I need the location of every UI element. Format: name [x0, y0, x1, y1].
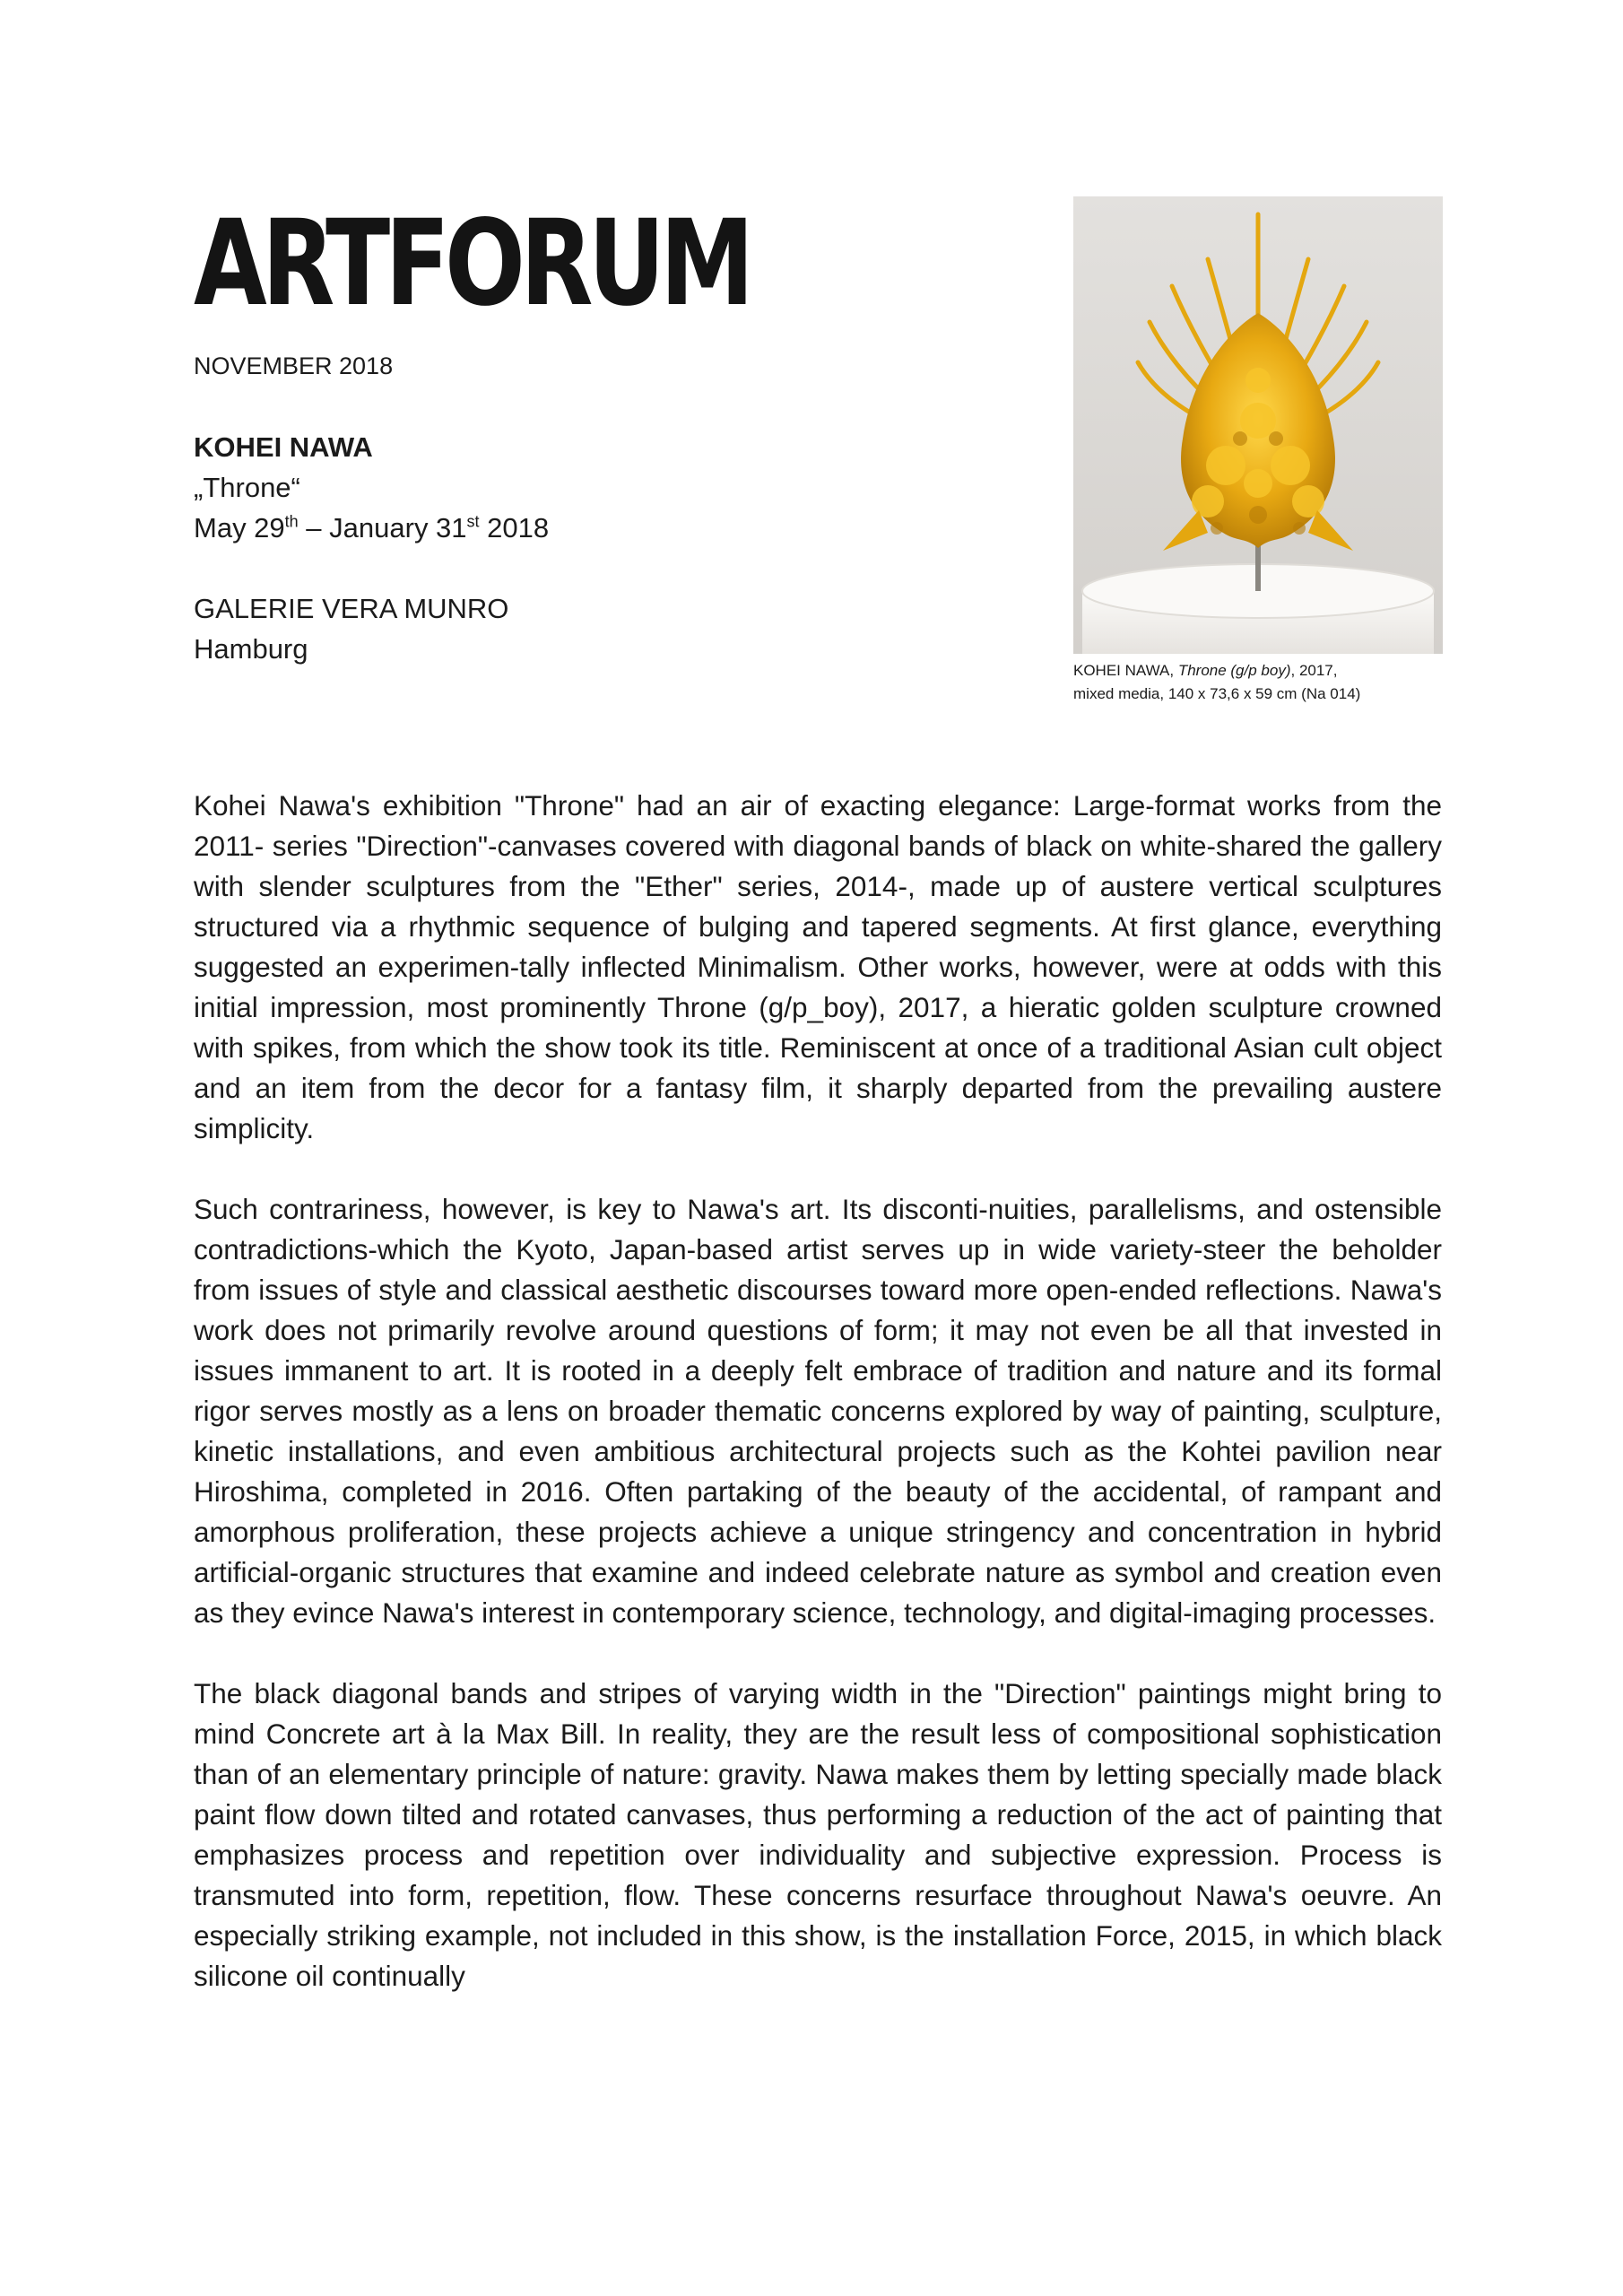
gallery-city: Hamburg: [194, 633, 308, 665]
paragraph-2: Such contrariness, however, is key to Nawa's art. Its disconti-nuities, parallelisms, and ostensible contradictions-which the Kyoto, Japan-based artist serves up in wide variety-steer the beholder from issues of style and classical aesthetic discourses toward more open-ended reflections. Nawa's work does not primarily revolve around questions of form; it may not even be all that invested in issues immanent to art. It is rooted in a deeply felt embrace of tradition and nature and its formal rigor serves mostly as a lens on broader thematic concerns explored by way of painting, sculpture, kinetic installations, and even ambitious architectural projects such as the Kohtei pavilion near Hiroshima, completed in 2016. Often partaking of the beauty of the accidental, of rampant and amorphous proliferation, these projects achieve a unique stringency and concentration in hybrid artificial-organic structures that examine and indeed celebrate nature as symbol and creation even as they evince Nawa's interest in contemporary science, technology, and digital-imaging processes.: [194, 1193, 1442, 1629]
figure-caption: [1073, 659, 1468, 706]
dates-end-suffix: st: [466, 512, 480, 531]
masthead-logo: ARTFORUM: [194, 195, 750, 333]
paragraph-1: Kohei Nawa's exhibition "Throne" had an air of exacting elegance: Large-format works from the 2011- series "Direction"-canvases covered with diagonal bands of black on white-shared the gallery with slender sculptures from the "Ether" series, 2014-, made up of austere vertical sculptures structured via a rhythmic sequence of bulging and tapered segments. At first glance, everything suggested an experimen-tally inflected Minimalism. Other works, however, were at odds with this initial impression, most prominently Throne (g/p_boy), 2017, a hieratic golden sculpture crowned with spikes, from which the show took its title. Reminiscent at once of a traditional Asian cult object and an item from the decor for a fantasy film, it sharply departed from the prevailing austere simplicity.: [194, 789, 1442, 1144]
paragraph-3: The black diagonal bands and stripes of varying width in the "Direction" paintings might bring to mind Concrete art à la Max Bill. In reality, they are the result less of compositional sophistication than of an elementary principle of nature: gravity. Nawa makes them by letting specially made black paint flow down tilted and rotated canvases, thus performing a reduction of the act of painting that emphasizes process and repetition over individuality and subjective expression. Process is transmuted into form, repetition, flow. These concerns resurface throughout Nawa's oeuvre. An especially striking example, not included in this show, is the installation Force, 2015, in which black silicone oil continually: [194, 1677, 1442, 1992]
dates-start-suffix: th: [284, 512, 299, 531]
dates-start: May 29: [194, 512, 285, 544]
caption-title: Throne (g/p boy): [1177, 662, 1291, 679]
caption-year: , 2017,: [1290, 662, 1338, 679]
throne-sculpture-image: [1073, 196, 1443, 654]
caption-line-1: [1073, 659, 1468, 683]
artwork-photo: [1073, 196, 1443, 654]
caption-line-2: mixed media, 140 x 73,6 x 59 cm (Na 014): [1073, 685, 1361, 702]
gallery-name: GALERIE VERA MUNRO: [194, 593, 509, 624]
exhibition-dates: [194, 508, 1001, 548]
artist-name: KOHEI NAWA: [194, 431, 373, 463]
exhibition-title: „Throne“: [194, 472, 300, 503]
exhibition-info: [194, 348, 1001, 669]
caption-artist: KOHEI NAWA,: [1073, 662, 1178, 679]
dates-middle: – January 31: [298, 512, 467, 544]
article-body: [194, 786, 1442, 2037]
issue-date: NOVEMBER 2018: [194, 352, 394, 379]
dates-year: 2018: [479, 512, 550, 544]
